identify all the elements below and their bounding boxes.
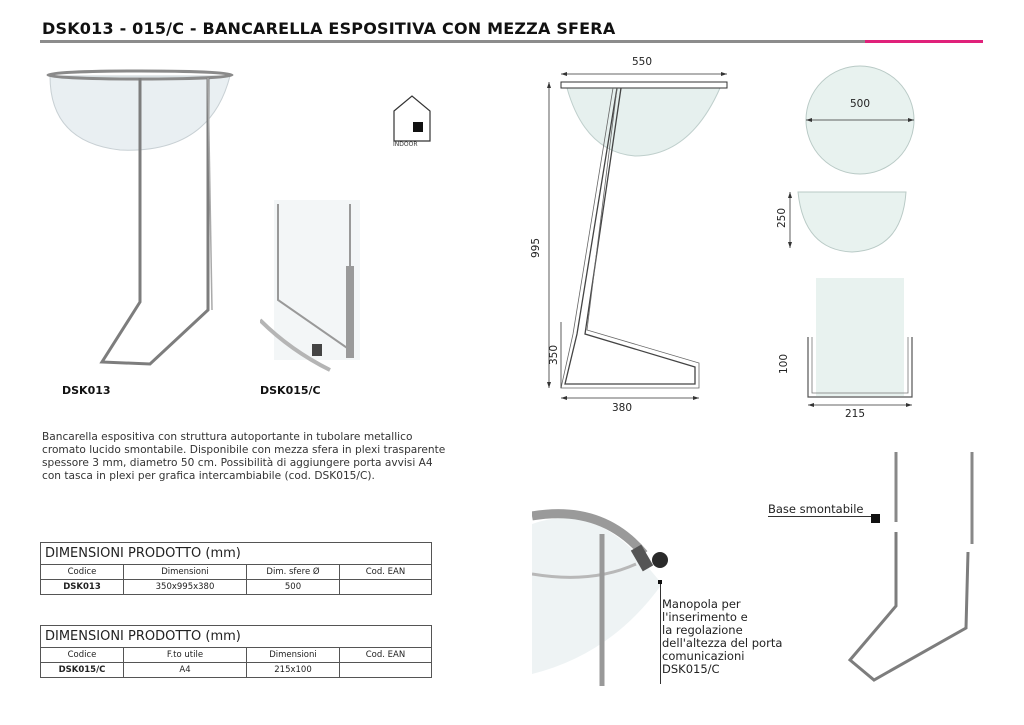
table-cell	[340, 663, 432, 678]
description-line: cromato lucido smontabile. Disponibile con mezza sfera in plexi trasparente	[42, 444, 446, 456]
table-cell: DSK015/C	[41, 663, 124, 678]
knob-note-line: Manopola per	[662, 597, 741, 611]
dsk015c-caption: DSK015/C	[260, 384, 321, 397]
sign-holder-view	[796, 275, 926, 415]
description-line: Bancarella espositiva con struttura autoportante in tubolare metallico	[42, 431, 413, 443]
knob-note-line: comunicazioni	[662, 649, 745, 663]
column-header: Dim. sfere Ø	[247, 565, 340, 580]
column-header: Codice	[41, 648, 124, 663]
column-header: Codice	[41, 565, 124, 580]
description-line: con tasca in plexi per grafica intercambiabile (cod. DSK015/C).	[42, 470, 375, 482]
knob-leader-line	[660, 584, 661, 684]
sphere-top-view	[798, 64, 928, 176]
knob-note-line: l'inserimento e	[662, 610, 748, 624]
table-title: DIMENSIONI PRODOTTO (mm)	[41, 543, 432, 565]
table-cell: 500	[247, 580, 340, 595]
table-cell: A4	[124, 663, 247, 678]
base-note: Base smontabile	[768, 502, 864, 516]
title-rule	[40, 40, 865, 43]
table-row	[41, 663, 432, 678]
knob-note-line: la regolazione	[662, 623, 743, 637]
dsk015c-photo	[260, 200, 372, 374]
base-marker	[871, 514, 880, 523]
table-row	[41, 580, 432, 595]
table-cell: 350x995x380	[124, 580, 247, 595]
title-accent-rule	[865, 40, 983, 43]
dimension-holder-height: 100	[778, 353, 790, 374]
dimensions-table-dsk015c	[40, 625, 432, 678]
knob-detail-photo	[532, 504, 672, 686]
indoor-label: INDOOR	[393, 141, 418, 148]
dimension-width-base: 380	[612, 402, 633, 414]
table-cell: 215x100	[247, 663, 340, 678]
column-header: Cod. EAN	[340, 565, 432, 580]
dimension-width-top: 550	[632, 56, 653, 68]
knob-note-line: DSK015/C	[662, 662, 720, 676]
dimension-height-total: 995	[530, 237, 542, 258]
base-leader-line	[768, 516, 872, 517]
dimensions-table-dsk013	[40, 542, 432, 595]
dimension-sphere-height: 250	[776, 207, 788, 228]
column-header: F.to utile	[124, 648, 247, 663]
table-cell	[340, 580, 432, 595]
side-view-drawing	[525, 52, 765, 424]
dsk013-photo	[40, 62, 240, 374]
sphere-side-view	[780, 186, 930, 256]
dimension-holder-width: 215	[845, 408, 866, 420]
base-disassembled-photo	[840, 452, 990, 690]
column-header: Dimensioni	[247, 648, 340, 663]
table-cell: DSK013	[41, 580, 124, 595]
column-header: Dimensioni	[124, 565, 247, 580]
knob-note-line: dell'altezza del porta	[662, 636, 783, 650]
column-header: Cod. EAN	[340, 648, 432, 663]
knob-note	[662, 598, 782, 676]
page-title: DSK013 - 015/C - BANCARELLA ESPOSITIVA CON MEZZA SFERA	[42, 19, 616, 38]
dimension-sphere-diameter: 500	[850, 98, 871, 110]
dimension-height-base: 350	[548, 344, 560, 365]
table-title: DIMENSIONI PRODOTTO (mm)	[41, 626, 432, 648]
dsk013-caption: DSK013	[62, 384, 111, 397]
product-description	[42, 431, 484, 483]
description-line: spessore 3 mm, diametro 50 cm. Possibilità di aggiungere porta avvisi A4	[42, 457, 433, 469]
